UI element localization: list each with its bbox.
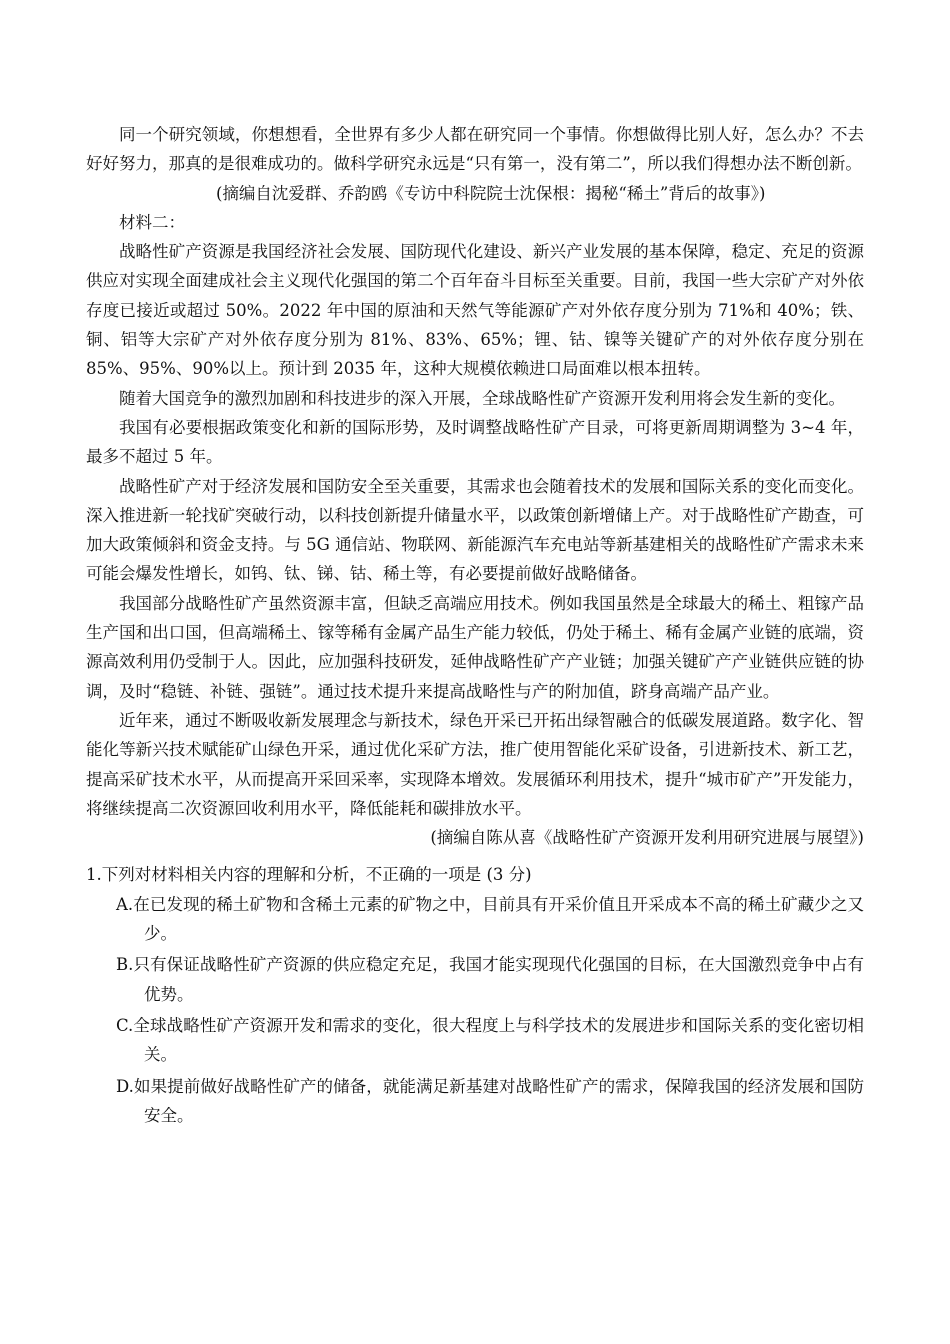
option-b: B.只有保证战略性矿产资源的供应稳定充足，我国才能实现现代化强国的目标，在大国激烈竞争中占有优势。 [116,955,864,1004]
intro-paragraph: 同一个研究领域，你想想看，全世界有多少人都在研究同一个事情。你想做得比别人好，怎么办？不去好好努力，那真的是很难成功的。做科学研究永远是“只有第一，没有第二”，所以我们得想办法不断创新。 [86,125,864,174]
body-paragraph-5: 我国部分战略性矿产虽然资源丰富，但缺乏高端应用技术。例如我国虽然是全球最大的稀土、粗镓产品生产国和出口国，但高端稀土、镓等稀有金属产品生产能力较低，仍处于稀土、稀有金属产业链的底端，资源高效利用仍受制于人。因此，应加强科技研发，延伸战略性矿产产业链；加强关键矿产产业链供应链的协调，及时“稳链、补链、强链”。通过技术提升来提高战略性与产的附加值，跻身高端产品产业。 [86,593,864,701]
option-a: A.在已发现的稀土矿物和含稀土元素的矿物之中，目前具有开采价值且开采成本不高的稀土矿藏少之又少。 [116,894,864,944]
option-d: D.如果提前做好战略性矿产的储备，就能满足新基建对战略性矿产的需求，保障我国的经济发展和国防安全。 [116,1076,864,1125]
answer-options [86,890,864,1130]
body-paragraph-6: 近年来，通过不断吸收新发展理念与新技术，绿色开采已开拓出绿智融合的低碳发展道路。数字化、智能化等新兴技术赋能矿山绿色开采，通过优化采矿方法，推广使用智能化采矿设备，引进新技术、新工艺，提高采矿技术水平，从而提高开采回采率，实现降本增效。发展循环利用技术，提升“城市矿产”开发能力，将继续提高二次资源回收利用水平，降低能耗和碳排放水平。 [86,710,864,818]
body-paragraph-3: 我国有必要根据政策变化和新的国际形势，及时调整战略性矿产目录，可将更新周期调整为 3~4 年，最多不超过 5 年。 [86,417,864,467]
option-c: C.全球战略性矿产资源开发和需求的变化，很大程度上与科学技术的发展进步和国际关系的变化密切相关。 [116,1015,864,1065]
body-paragraph-1: 战略性矿产资源是我国经济社会发展、国防现代化建设、新兴产业发展的基本保障，稳定、充足的资源供应对实现全面建成社会主义现代化强国的第二个百年奋斗目标至关重要。目前，我国一些大宗矿产对外依存度已接近或超过 50%。2022 年中国的原油和天然气等能源矿产对外依存度分别为 71%和 40%；铁、铜、铝等大宗矿产对外依存度分别为 81%、83%、65%；锂、钴、镍等关键矿产的对外依存度分别在 85%、95%、90%以上。预计到 2035 年，这种大规模依赖进口局面难以根本扭转。 [86,242,864,379]
citation-1: (摘编自沈爱群、乔韵鸥《专访中科院院士沈保根：揭秘“稀土”背后的故事》) [216,183,766,203]
body-paragraph-2: 随着大国竞争的激烈加剧和科技进步的深入开展，全球战略性矿产资源开发利用将会发生新的变化。 [119,388,845,408]
material-2-label: 材料二： [119,212,185,232]
document-page [86,120,864,1130]
citation-2: (摘编自陈从喜《战略性矿产资源开发利用研究进展与展望》) [430,828,864,848]
body-paragraph-4: 战略性矿产对于经济发展和国防安全至关重要，其需求也会随着技术的发展和国际关系的变化而变化。深入推进新一轮找矿突破行动，以科技创新提升储量水平，以政策创新增储上产。对于战略性矿产勘查，可加大政策倾斜和资金支持。与 5G 通信站、物联网、新能源汽车充电站等新基建相关的战略性矿产需求未来可能会爆发性增长，如钨、钛、锑、钴、稀土等，有必要提前做好战略储备。 [86,476,864,584]
question-stem: 1.下列对材料相关内容的理解和分析，不正确的一项是 (3 分) [86,865,532,885]
